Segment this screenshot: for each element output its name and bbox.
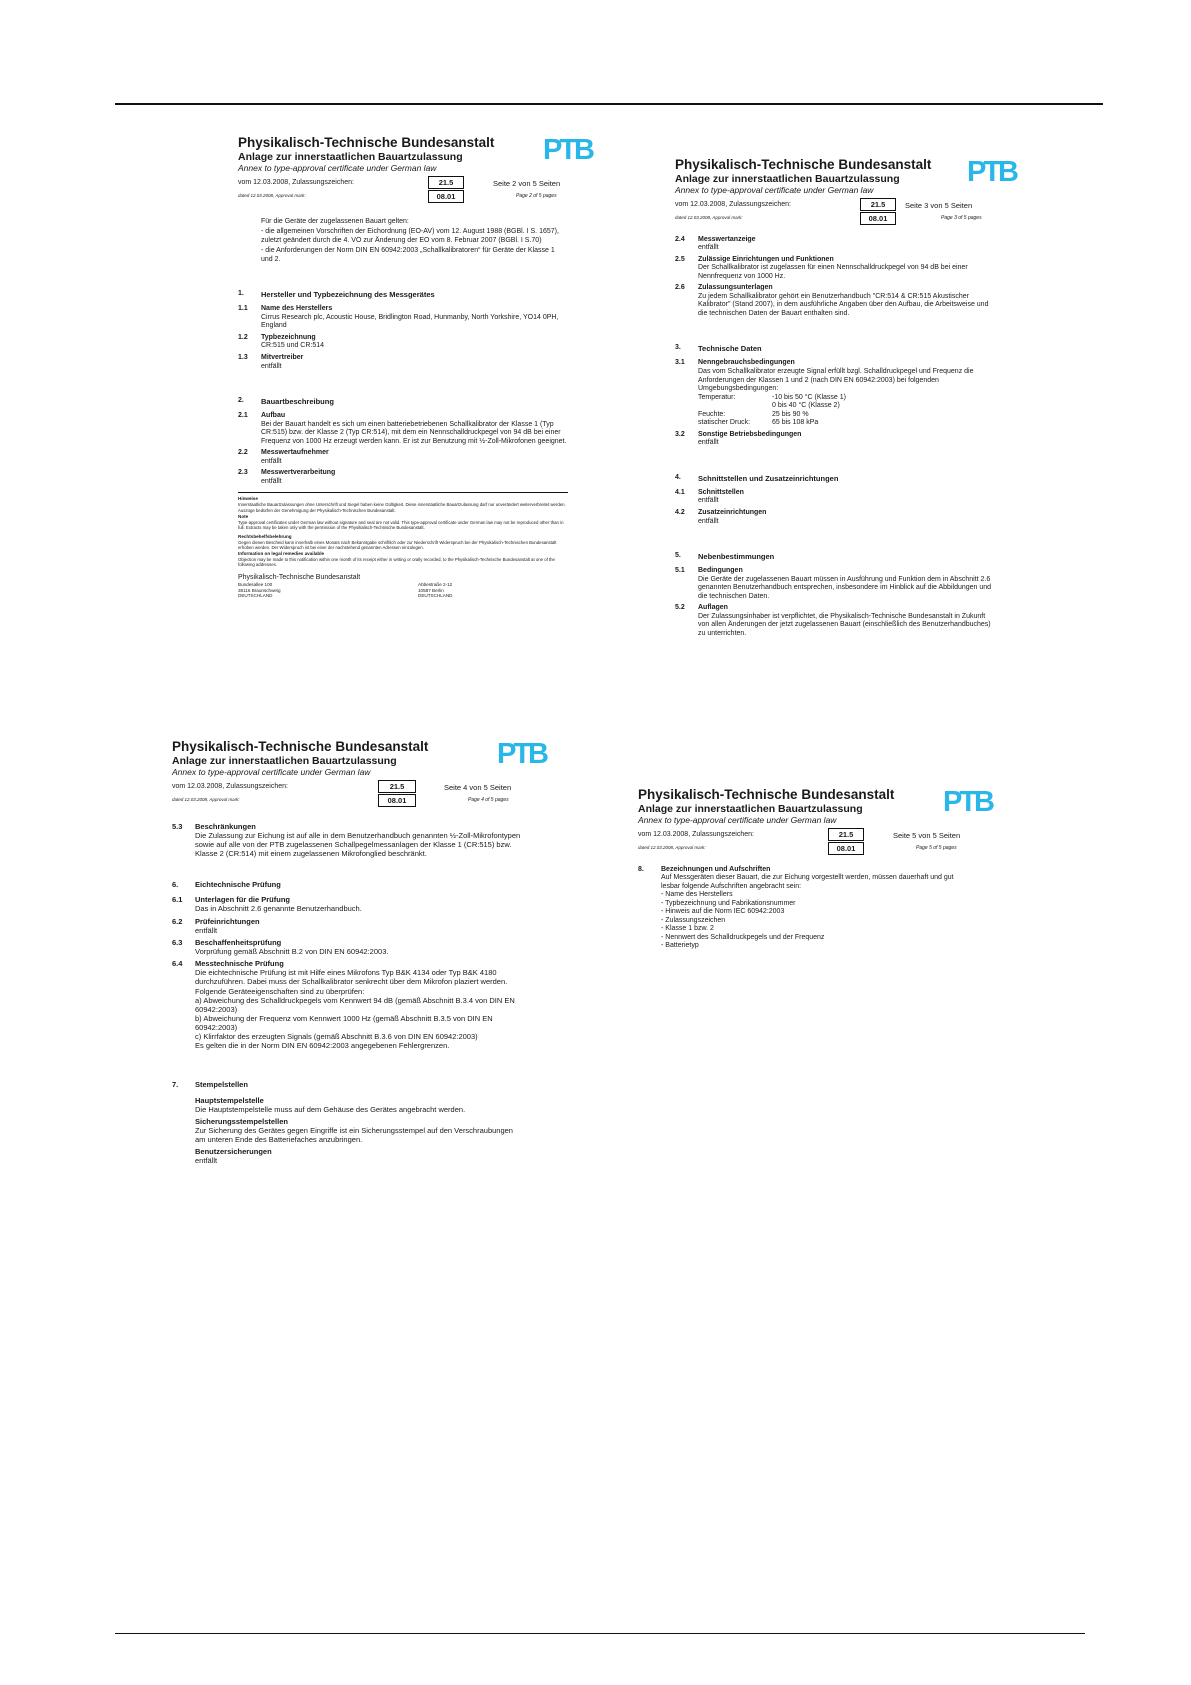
page-5-thumbnail xyxy=(638,786,992,954)
note-heading: Note xyxy=(238,513,249,519)
page-subtitle-en: Annex to type-approval certificate under German law xyxy=(638,814,837,825)
address-line: DEUTSCHLAND xyxy=(418,593,453,599)
section-title: Schnittstellen und Zusatzeinrichtungen xyxy=(698,473,839,483)
subsection-title: Messtechnische Prüfung xyxy=(195,959,284,969)
subsection-number: 6.3 xyxy=(172,937,183,947)
ambient-conditions-table xyxy=(698,394,995,428)
page-number-en: Page 5 of 5 pages xyxy=(916,844,957,851)
marking-item: - Zulassungszeichen xyxy=(661,916,726,924)
intro-line: - die allgemeinen Vorschriften der Eichordnung (EO-AV) vom 12. August 1988 (BGBl. I S. 1657), zuletzt geändert durch die 4. VO zur Änderung der EO vom 8. Februar 2007 (BGBl. I S.70) xyxy=(261,228,559,244)
subsection-text: entfällt xyxy=(698,439,719,447)
check-item: a) Abweichung des Schalldruckpegels vom Kennwert 94 dB (gemäß Abschnitt B.3.4 von DIN EN 60942:2003) xyxy=(195,995,515,1014)
subsection-text: entfällt xyxy=(698,517,719,525)
subsection-number: 6.2 xyxy=(172,916,183,926)
address-line: DEUTSCHLAND xyxy=(238,593,273,599)
subsection-title: Auflagen xyxy=(698,604,728,612)
subsection-text: Das vom Schallkalibrator erzeugte Signal erfüllt bzgl. Schalldruckpegel und Frequenz die Anforderungen der Klassen 1 und 2 (nach DIN EN 60942:2003) bei folgenden Umgebungsbedingungen: xyxy=(698,367,974,393)
dated-label: dated 12.03.2008, Approval mark: xyxy=(638,844,706,850)
page-4-thumbnail xyxy=(172,738,546,1166)
subsection-text: CR:515 und CR:514 xyxy=(261,342,325,350)
marking-item: - Name des Herstellers xyxy=(661,891,733,899)
subsection-title: Messwertanzeige xyxy=(698,235,756,243)
subsection-number: 3.1 xyxy=(675,359,685,367)
ptb-logo: PTB xyxy=(543,134,592,166)
section-title: Bezeichnungen und Aufschriften xyxy=(661,865,771,873)
top-rule xyxy=(115,103,1103,105)
marking-item: - Nennwert des Schalldruckpegels und der Frequenz xyxy=(661,933,825,941)
subsection-title: Bedingungen xyxy=(698,567,743,575)
page-subtitle: Anlage zur innerstaatlichen Bauartzulassung xyxy=(238,150,463,163)
marking-item: - Hinweis auf die Norm IEC 60942:2003 xyxy=(661,908,785,916)
subsection-text: Zur Sicherung des Gerätes gegen Eingriffe ist ein Sicherungsstempel auf den Verschraubungen am unteren Ende des Batteriefaches anzubringen. xyxy=(195,1126,513,1145)
page-title: Physikalisch-Technische Bundesanstalt xyxy=(238,135,495,150)
cond-value: 25 bis 90 % xyxy=(772,410,809,418)
note-heading: Rechtsbehelfsbelehrung xyxy=(238,533,292,539)
subsection-title: Typbezeichnung xyxy=(261,333,316,341)
note-text: Type-approval certificates under German law without signature and seal are not valid. This type-approval certificate under German law may not be reproduced other than in full. Extracts may be taken only with the permission of the Physikalisch-Technische Bundesanstalt. xyxy=(238,519,564,531)
subsection-text: entfällt xyxy=(261,477,282,485)
section-number: 2. xyxy=(238,397,244,405)
subsection-number: 4.2 xyxy=(675,508,685,516)
page-number-de: Seite 2 von 5 Seiten xyxy=(493,178,561,188)
page-number-en: Page 4 of 5 pages xyxy=(468,796,509,803)
address-line: Abbestraße 2-12 xyxy=(418,582,453,588)
subsection-text: Auf Messgeräten dieser Bauart, die zur Eichung vorgestellt werden, müssen dauerhaft und gut lesbar folgende Aufschriften angebracht sein: xyxy=(661,874,954,890)
marking-item: - Typbezeichnung und Fabrikationsnummer xyxy=(661,899,796,907)
subsection-number: 5.2 xyxy=(675,604,685,612)
address-line: Bundesallee 100 xyxy=(238,582,273,588)
section-title: Nebenbestimmungen xyxy=(698,552,775,562)
subsection-title: Aufbau xyxy=(261,412,286,420)
subsection-text: Es gelten die in der Norm DIN EN 60942:2003 angegebenen Fehlergrenzen. xyxy=(195,1041,450,1051)
cond-value: -10 bis 50 °C (Klasse 1) xyxy=(772,393,846,401)
page-2-thumbnail xyxy=(238,134,592,599)
subsection-number: 6.4 xyxy=(172,959,183,969)
subsection-text: entfällt xyxy=(261,362,282,370)
subsection-title: Unterlagen für die Prüfung xyxy=(195,895,291,905)
subsection-number: 1.2 xyxy=(238,333,248,341)
subsection-number: 2.6 xyxy=(675,284,685,292)
subsection-title: Sonstige Betriebsbedingungen xyxy=(698,430,802,438)
subsection-number: 1.1 xyxy=(238,305,248,313)
section-title: Bauartbeschreibung xyxy=(261,397,334,407)
page-title: Physikalisch-Technische Bundesanstalt xyxy=(675,157,932,172)
subsection-number: 1.3 xyxy=(238,353,248,361)
approval-code-2: 08.01 xyxy=(828,842,864,855)
ptb-logo: PTB xyxy=(497,738,546,770)
subsection-number: 2.5 xyxy=(675,255,685,263)
subsection-title: Messwertverarbeitung xyxy=(261,469,336,477)
subsection-text: Die Geräte der zugelassenen Bauart müssen in Ausführung und Funktion dem in Abschnitt 2.6 genannten Benutzerhandbuch entsprechen, insbesondere im Hinblick auf die Abbildungen und die technischen Daten. xyxy=(698,575,992,600)
subsection-number: 5.3 xyxy=(172,821,183,831)
address-line: 38116 Braunschweig xyxy=(238,587,281,593)
subsection-text: Das in Abschnitt 2.6 genannte Benutzerhandbuch. xyxy=(195,904,362,914)
subsection-number: 5.1 xyxy=(675,567,685,575)
note-text: Objection may be made to this notification within one month of its receipt either in writing or orally recorded, to the Physikalisch-Technische Bundesanstalt at one of the following addresses. xyxy=(238,556,555,568)
subsection-number: 2.2 xyxy=(238,449,248,457)
section-title: Stempelstellen xyxy=(195,1080,248,1090)
dated-label: dated 12.03.2008, Approval mark: xyxy=(675,214,743,220)
page-number-en: Page 2 of 5 pages xyxy=(516,192,557,199)
approval-code-2: 08.01 xyxy=(428,190,464,203)
dated-label: dated 12.03.2008, Approval mark: xyxy=(172,796,240,802)
page-subtitle: Anlage zur innerstaatlichen Bauartzulassung xyxy=(675,172,900,185)
page-number-de: Seite 3 von 5 Seiten xyxy=(905,200,973,210)
subsection-text: Zu jedem Schallkalibrator gehört ein Benutzerhandbuch "CR:514 & CR:515 Akustischer Kalibrator" (Stand 2007), in dem ausführliche Angaben über den Aufbau, die Arbeitsweise und die technischen Daten der Bauart enthalten sind. xyxy=(698,292,989,317)
subsection-text: entfällt xyxy=(195,925,218,935)
subsection-text: entfällt xyxy=(698,244,719,252)
page-subtitle-en: Annex to type-approval certificate under German law xyxy=(238,162,437,173)
note-text: Gegen diesen Bescheid kann innerhalb eines Monats nach Bekanntgabe schriftlich oder zur Niederschrift Widerspruch bei der Physikalisch-Technischen Bundesanstalt erhoben werden. Der Widerspruch ist bei einer der nachstehend genannten Adressen einzulegen. xyxy=(238,539,557,551)
cond-value: 0 bis 40 °C (Klasse 2) xyxy=(772,402,840,410)
subsection-number: 4.1 xyxy=(675,488,685,496)
approval-code-1: 21.5 xyxy=(378,780,416,793)
approval-meta xyxy=(675,198,995,226)
intro-line: - die Anforderungen der Norm DIN EN 60942:2003 „Schallkalibratoren“ für Geräte der Klasse 1 und 2. xyxy=(261,247,555,263)
date-approval-label: vom 12.03.2008, Zulassungszeichen: xyxy=(675,200,791,208)
note-heading: Hinweise xyxy=(238,496,258,502)
subsection-text: Vorprüfung gemäß Abschnitt B.2 von DIN EN 60942:2003. xyxy=(195,946,389,956)
subsection-title: Beschaffenheitsprüfung xyxy=(195,937,282,947)
subsection-title: Sicherungsstempelstellen xyxy=(195,1116,288,1126)
subsection-title: Beschränkungen xyxy=(195,821,256,831)
page-number-de: Seite 4 von 5 Seiten xyxy=(444,782,512,792)
subsection-text: entfällt xyxy=(195,1156,218,1166)
subsection-text: Cirrus Research plc, Acoustic House, Bridlington Road, Hunmanby, North Yorkshire, YO14 0PH, England xyxy=(261,313,559,330)
approval-code-1: 21.5 xyxy=(860,198,896,211)
approval-meta xyxy=(172,780,524,808)
section-number: 7. xyxy=(172,1080,179,1090)
ptb-logo: PTB xyxy=(967,156,1016,188)
subsection-text: Der Schallkalibrator ist zugelassen für einen Nennschalldruckpegel von 94 dB bei einer Nennfrequenz von 1000 Hz. xyxy=(698,264,968,280)
note-text: Innerstaatliche Bauartzulassungen ohne Unterschrift und Siegel haben keine Gültigkeit. Diese innerstaatliche Bauartzulassung darf nur unverändert weiterverbreitet werden. Auszüge bedürfen der Genehmigung der Physikalisch-Technischen Bundesanstalt. xyxy=(238,502,566,513)
section-number: 8. xyxy=(638,865,644,873)
section-title: Eichtechnische Prüfung xyxy=(195,880,281,890)
page-number-en: Page 3 of 5 pages xyxy=(941,214,982,221)
note-heading: Information on legal remedies available xyxy=(238,550,325,556)
subsection-title: Zulässige Einrichtungen und Funktionen xyxy=(698,255,834,263)
section-number: 5. xyxy=(675,552,681,560)
page-subtitle-en: Annex to type-approval certificate under German law xyxy=(172,766,371,777)
subsection-number: 6.1 xyxy=(172,895,183,905)
marking-item: - Klasse 1 bzw. 2 xyxy=(661,925,714,933)
approval-code-2: 08.01 xyxy=(378,794,416,807)
address-title: Physikalisch-Technische Bundesanstalt xyxy=(238,573,361,581)
legal-notes xyxy=(238,492,568,568)
page-subtitle: Anlage zur innerstaatlichen Bauartzulassung xyxy=(172,754,397,767)
subsection-title: Zusatzeinrichtungen xyxy=(698,508,767,516)
section-title: Hersteller und Typbezeichnung des Messgerätes xyxy=(261,290,435,300)
check-item: b) Abweichung der Frequenz vom Kennwert 1000 Hz (gemäß Abschnitt B.3.5 von DIN EN 60942:2003) xyxy=(195,1013,493,1033)
cond-label: statischer Druck: xyxy=(698,419,751,427)
check-item: c) Klirrfaktor des erzeugten Signals (gemäß Abschnitt B.3.6 von DIN EN 60942:2003) xyxy=(195,1032,478,1042)
subsection-text: Die Zulassung zur Eichung ist auf alle in dem Benutzerhandbuch genannten ½-Zoll-Mikrofontypen sowie auf alle von der PTB zugelassenen Schallpegelmessanlagen der Klasse 1 (CR:515) bzw. Klasse 2 (CR:514) mit einem zugelassenen Mikrofonglied beschränkt. xyxy=(195,830,521,858)
page-number-de: Seite 5 von 5 Seiten xyxy=(893,830,961,840)
dated-label: dated 12.03.2008, Approval mark: xyxy=(238,192,306,198)
address-line: 10587 Berlin xyxy=(418,587,444,593)
marking-item: - Batterietyp xyxy=(661,942,699,950)
subsection-text: Die eichtechnische Prüfung ist mit Hilfe eines Mikrofons Typ B&K 4134 oder Typ B&K 4180 durchzuführen. Dabei muss der Schallkalibrator senkrecht über dem Mikrofon plaziert werden. xyxy=(195,968,508,987)
address-block xyxy=(238,574,568,599)
subsection-title: Mitvertreiber xyxy=(261,353,304,361)
date-approval-label: vom 12.03.2008, Zulassungszeichen: xyxy=(638,830,754,838)
subsection-number: 2.1 xyxy=(238,412,248,420)
subsection-title: Name des Herstellers xyxy=(261,305,333,313)
approval-code-1: 21.5 xyxy=(828,828,864,841)
intro-line: Für die Geräte der zugelassenen Bauart gelten: xyxy=(261,217,409,225)
subsection-title: Schnittstellen xyxy=(698,488,744,496)
section-number: 3. xyxy=(675,344,681,352)
date-approval-label: vom 12.03.2008, Zulassungszeichen: xyxy=(172,782,288,790)
approval-code-2: 08.01 xyxy=(860,212,896,225)
subsection-title: Nenngebrauchsbedingungen xyxy=(698,359,795,367)
subsection-text: Bei der Bauart handelt es sich um einen batteriebetriebenen Schallkalibrator der Klasse 1 (Typ CR:515) bzw. der Klasse 2 (Typ CR:514), mit dem ein Nennschalldruckpegel von 94 dB bei einer Frequenz von 1000 Hz erzeugt werden kann. Er ist zur Benutzung mit ½-Zoll-Mikrofonen geeignet. xyxy=(261,420,567,445)
subsection-text: entfällt xyxy=(261,457,282,465)
ptb-logo: PTB xyxy=(943,786,992,818)
page-title: Physikalisch-Technische Bundesanstalt xyxy=(638,787,895,802)
page-3-thumbnail xyxy=(675,156,1016,641)
page-subtitle-en: Annex to type-approval certificate under German law xyxy=(675,184,874,195)
subsection-title: Benutzersicherungen xyxy=(195,1147,272,1157)
cond-label: Temperatur: xyxy=(698,393,736,401)
section-number: 4. xyxy=(675,473,681,481)
subsection-text: Die Hauptstempelstelle muss auf dem Gehäuse des Gerätes angebracht werden. xyxy=(195,1104,466,1114)
section-number: 6. xyxy=(172,880,179,890)
date-approval-label: vom 12.03.2008, Zulassungszeichen: xyxy=(238,178,354,186)
page-subtitle: Anlage zur innerstaatlichen Bauartzulassung xyxy=(638,802,863,815)
section-number: 1. xyxy=(238,290,244,298)
approval-meta xyxy=(238,176,568,204)
subsection-number: 2.3 xyxy=(238,469,248,477)
section-title: Technische Daten xyxy=(698,344,762,354)
subsection-title: Prüfeinrichtungen xyxy=(195,916,260,926)
subsection-number: 2.4 xyxy=(675,235,685,243)
subsection-title: Zulassungsunterlagen xyxy=(698,284,773,292)
bottom-rule xyxy=(115,1633,1085,1634)
subsection-number: 3.2 xyxy=(675,430,685,438)
subsection-text: Folgende Geräteeigenschaften sind zu überprüfen: xyxy=(195,986,365,996)
subsection-text: entfällt xyxy=(698,497,719,505)
cond-value: 65 bis 108 kPa xyxy=(772,419,819,427)
approval-meta xyxy=(638,828,961,856)
cond-label: Feuchte: xyxy=(698,410,726,418)
page-title: Physikalisch-Technische Bundesanstalt xyxy=(172,739,429,754)
subsection-title: Messwertaufnehmer xyxy=(261,449,329,457)
subsection-text: Der Zulassungsinhaber ist verpflichtet, die Physikalisch-Technische Bundesanstalt in Zukunft von allen Änderungen der jetzt zugelassenen Bauart (einschließlich des Benutzerhandbuches) zu unterrichten. xyxy=(698,612,991,637)
intro-block xyxy=(238,218,568,265)
subsection-title: Hauptstempelstelle xyxy=(195,1095,264,1105)
approval-code-1: 21.5 xyxy=(428,176,464,189)
